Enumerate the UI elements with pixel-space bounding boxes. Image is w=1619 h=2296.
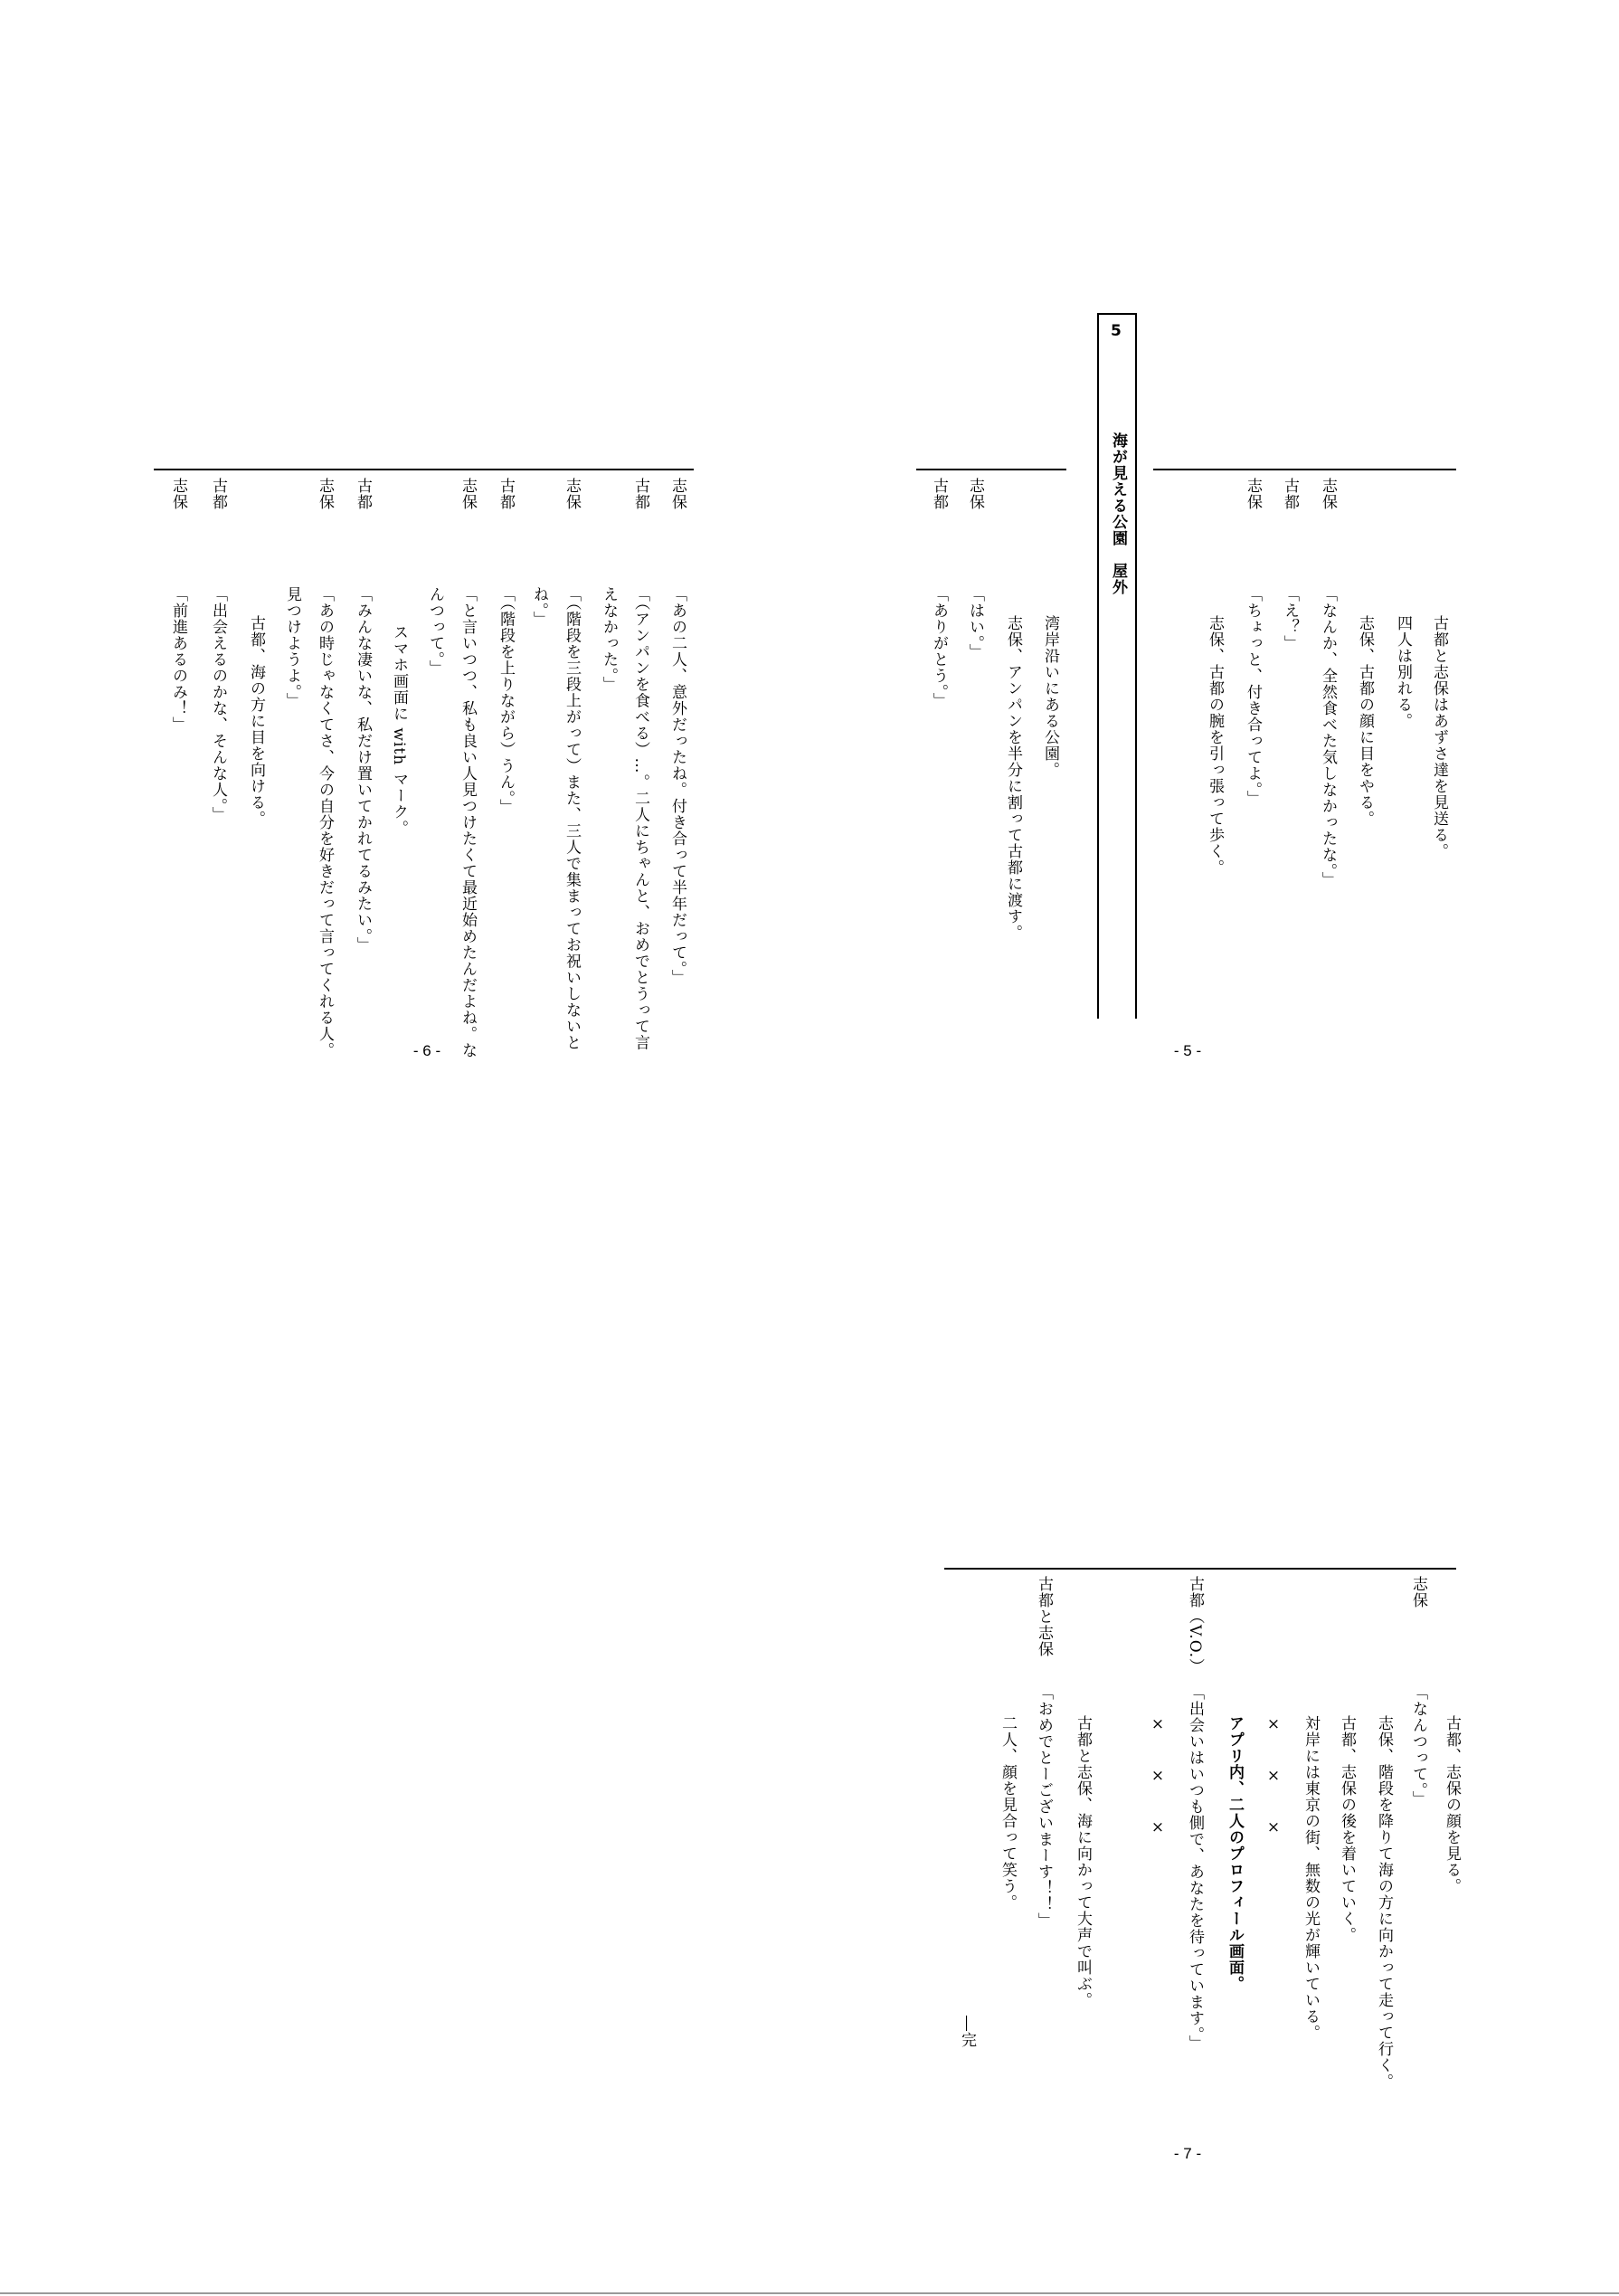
dialogue-line: 「と言いつつ、私も良い人見つけたくて最近始めたんだよね。な [459, 586, 477, 1058]
speaker-label: 古都 [209, 478, 227, 510]
speaker-label: 志保 [668, 478, 686, 510]
dialogue-line: 「（アンパンを食べる）…。二人にちゃんと、おめでとうって言 [631, 586, 649, 1051]
dialogue-line: 「おめでとーございまーす！！」 [1035, 1684, 1053, 1929]
dialogue-line: 「ちょっと、付き合ってよ。」 [1244, 586, 1262, 807]
speaker-label: 志保 [1319, 478, 1337, 510]
speaker-label: 志保 [966, 478, 984, 510]
speaker-label: 古都 [1281, 478, 1299, 510]
stage-direction: 志保、古都の腕を引っ張って歩く。 [1206, 615, 1224, 876]
dialogue-line: えなかった。」 [600, 586, 618, 693]
dialogue-line: 「ありがとう。」 [930, 586, 948, 709]
stage-direction: 志保、古都の顔に目をやる。 [1356, 615, 1374, 827]
page-number: - 6 - [412, 1042, 441, 1059]
dialogue-line: 見つけようよ。」 [283, 586, 301, 709]
dialogue-line: 「前進あるのみ！」 [169, 586, 187, 733]
stage-direction: 志保、アンパンを半分に割って古都に渡す。 [1004, 615, 1022, 941]
speaker-label: 古都 [354, 478, 372, 510]
page-5-header-rule-right [1153, 469, 1456, 470]
dialogue-line: 「はい。」 [966, 586, 984, 660]
speaker-label: 古都 [631, 478, 649, 510]
scene-title: 海が見える公園 屋外 [1109, 432, 1127, 595]
stage-direction: 古都、志保の後を着いていく。 [1338, 1715, 1356, 1943]
stage-direction: 二人、顔を見合って笑う。 [999, 1715, 1017, 1911]
dialogue-line: 「え？」 [1281, 586, 1299, 651]
speaker-label: 志保 [563, 478, 581, 510]
page-number: - 7 - [1173, 2145, 1202, 2162]
dialogue-line: 「出会えるのかな、そんな人。」 [209, 586, 227, 823]
scene-separator: × × × [1149, 1715, 1167, 1837]
insert-heading: アプリ内、二人のプロフィール画面。 [1226, 1715, 1244, 1992]
speaker-label: 志保 [316, 478, 334, 510]
dialogue-line: 「あの時じゃなくてさ、今の自分を好きだって言ってくれる人。 [316, 586, 334, 1058]
stage-direction: 対岸には東京の街、無数の光が輝いている。 [1302, 1715, 1320, 2041]
speaker-label: 古都 [930, 478, 948, 510]
stage-direction: 志保、階段を降りて海の方に向かって走って行く。 [1375, 1715, 1393, 2090]
speaker-label: 古都（V.O.） [1186, 1576, 1204, 1675]
scene-separator: × × × [1264, 1715, 1283, 1837]
dialogue-line: 「なんか、全然食べた気しなかったな。」 [1319, 586, 1337, 888]
dialogue-line: 「あの二人、意外だったね。付き合って半年だって。」 [668, 586, 686, 986]
speaker-label: 古都 [497, 478, 515, 510]
page-6-header-rule [154, 469, 694, 470]
dialogue-line: 「出会いはいつも側で、あなたを待っています。」 [1186, 1684, 1204, 2052]
stage-direction: 湾岸沿いにある公園。 [1041, 615, 1059, 778]
stage-direction: 古都、志保の顔を見る。 [1443, 1715, 1461, 1894]
speaker-label: 志保 [1409, 1576, 1427, 1608]
end-mark: ―完 [958, 2016, 976, 2048]
page-bottom-edge [0, 2292, 1619, 2294]
page-number: - 5 - [1173, 1042, 1202, 1059]
stage-direction: 四人は別れる。 [1394, 615, 1412, 729]
scene-number: 5 [1111, 322, 1122, 340]
stage-direction: スマホ画面に with マーク。 [390, 624, 408, 837]
page-5-header-rule-left [916, 469, 1066, 470]
stage-direction: 古都と志保、海に向かって大声で叫ぶ。 [1074, 1715, 1092, 2008]
dialogue-line: んつって。」 [426, 586, 444, 677]
page-7-header-rule [944, 1568, 1456, 1570]
speaker-label: 志保 [1244, 478, 1262, 510]
dialogue-line: 「（階段を上りながら）うん。」 [497, 586, 515, 815]
speaker-label: 志保 [459, 478, 477, 510]
speaker-label: 古都と志保 [1035, 1576, 1053, 1657]
dialogue-line: 「（階段を三段上がって）また、三人で集まってお祝いしないと [563, 586, 581, 1051]
stage-direction: 古都と志保はあずさ達を見送る。 [1430, 615, 1448, 859]
speaker-label: 志保 [169, 478, 187, 510]
scene-heading-box [1097, 313, 1137, 1019]
dialogue-line: 「なんつって。」 [1409, 1684, 1427, 1807]
dialogue-line: 「みんな凄いな、私だけ置いてかれてるみたい。」 [354, 586, 372, 954]
dialogue-line: ね。」 [530, 586, 548, 628]
stage-direction: 古都、海の方に目を向ける。 [247, 615, 265, 827]
